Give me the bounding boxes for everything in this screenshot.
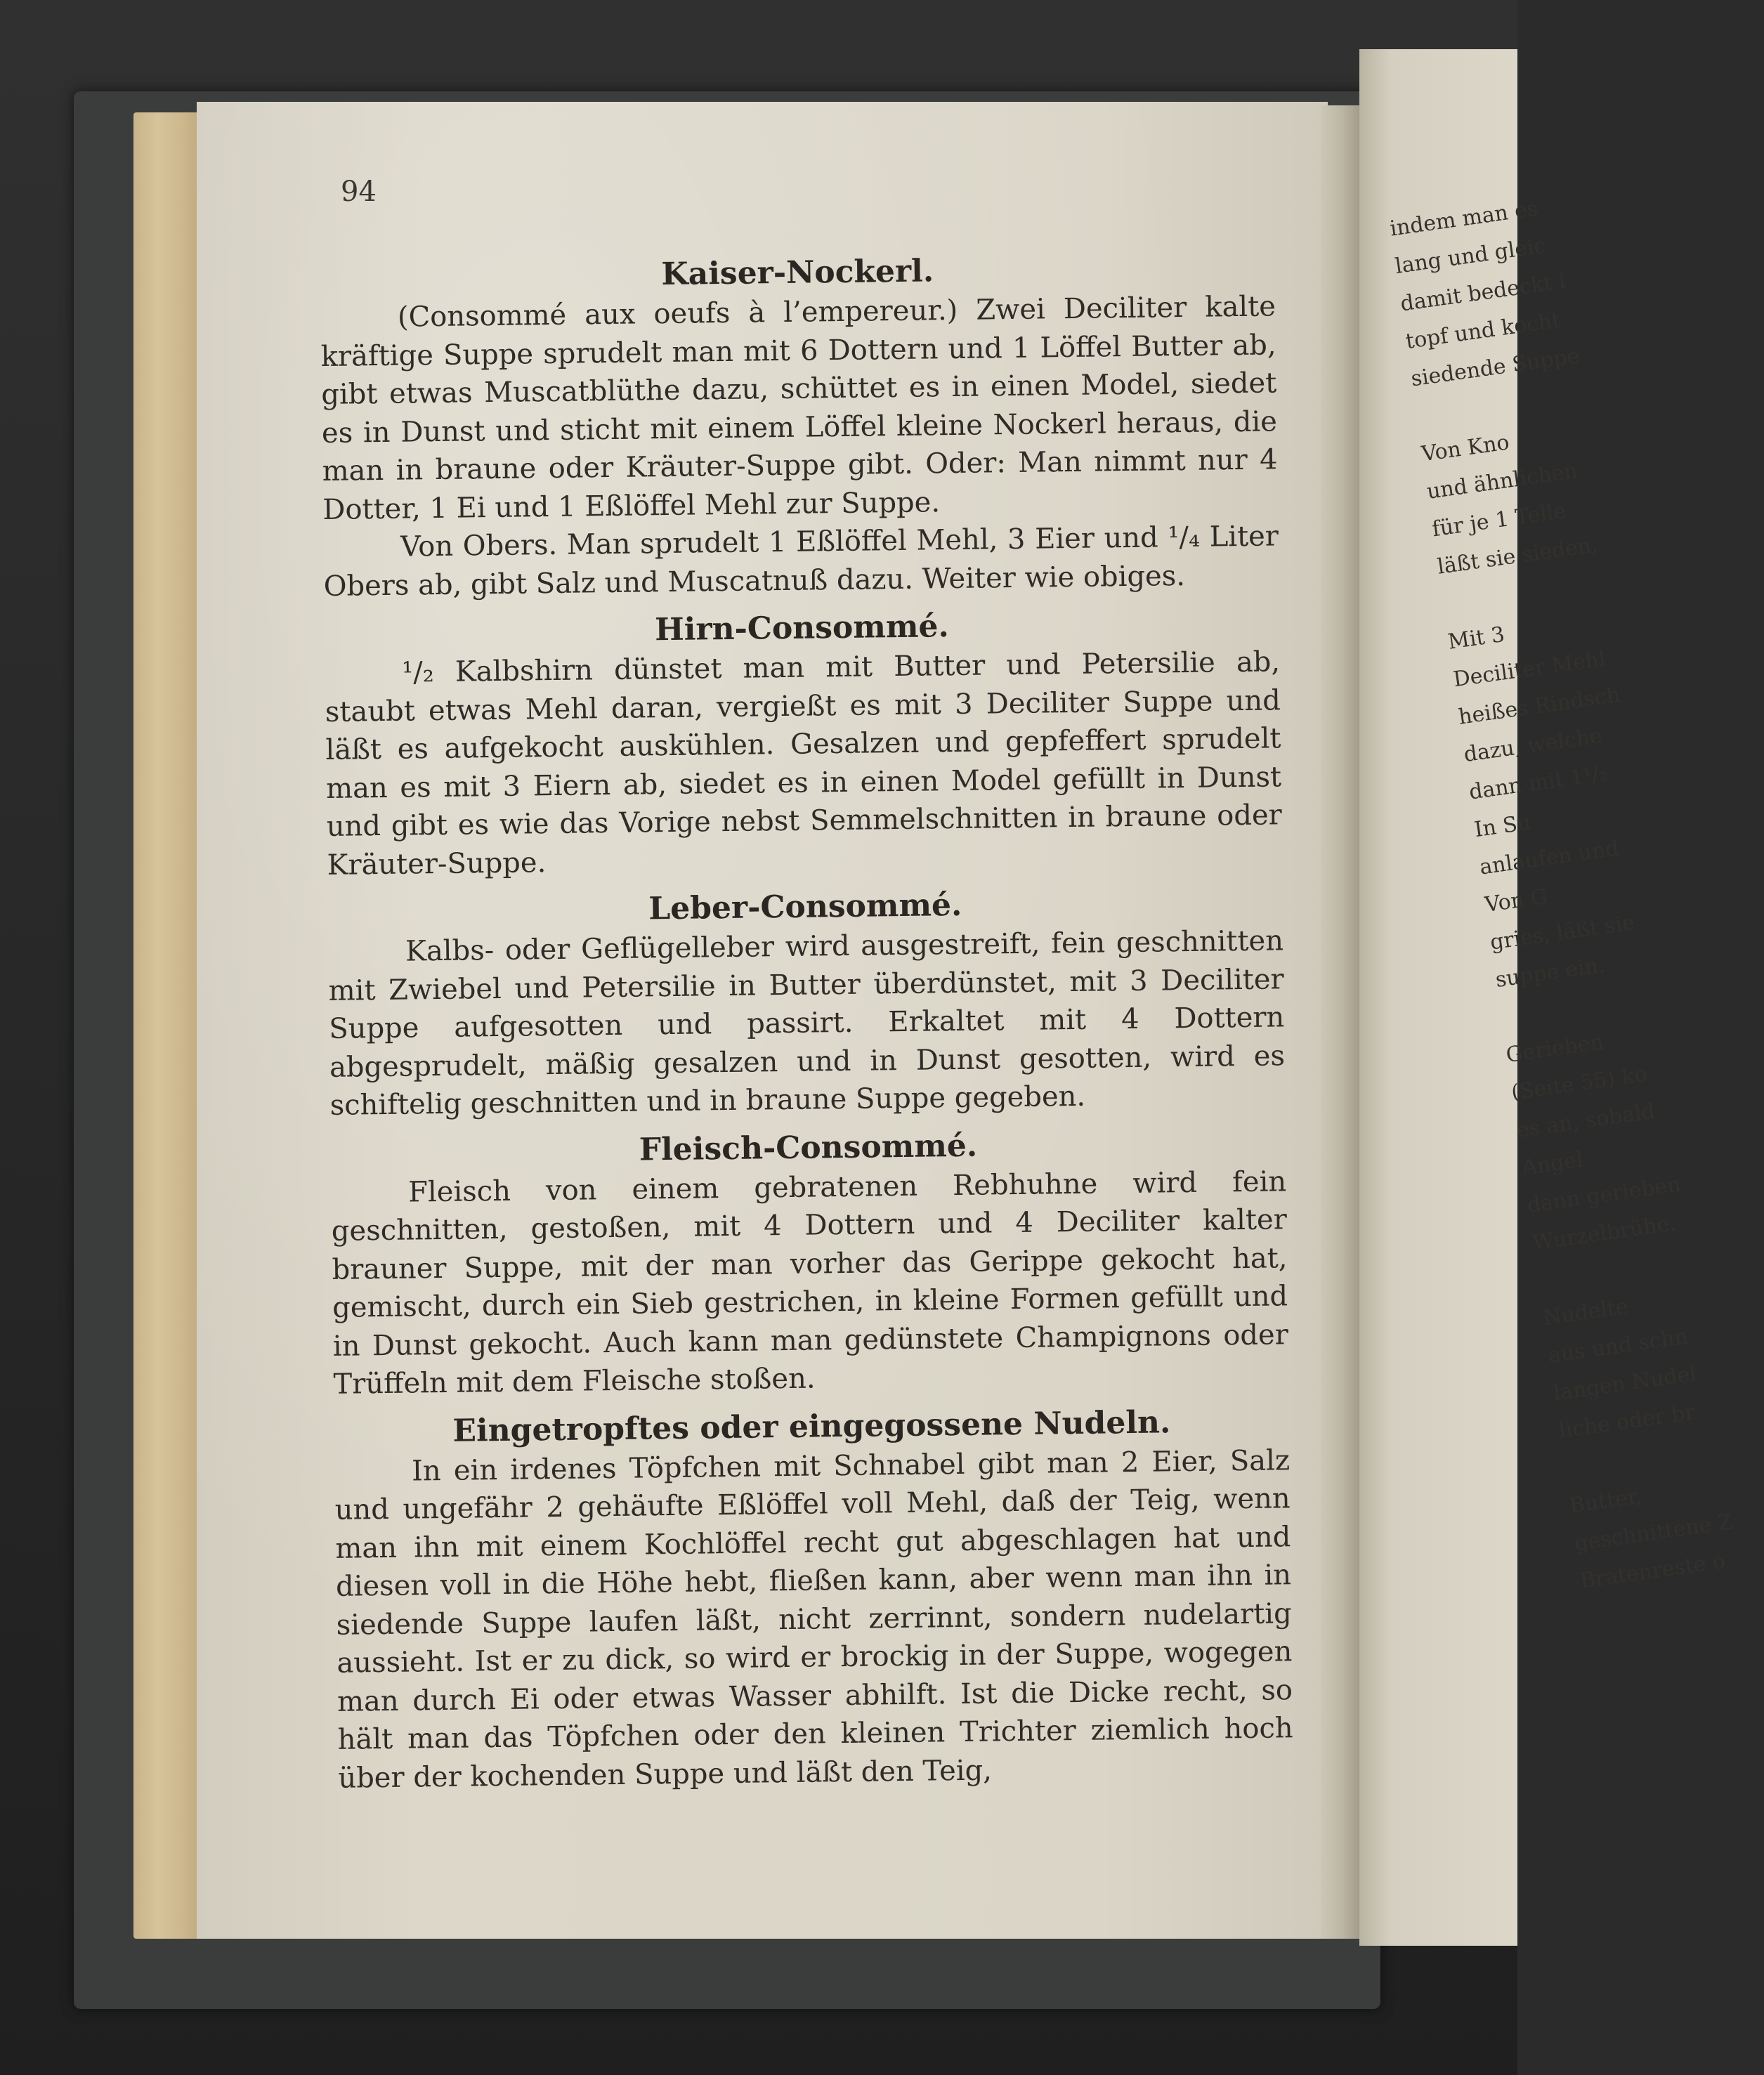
right-line: Von G <box>1483 884 1550 918</box>
right-line: topf und kocht <box>1404 308 1562 354</box>
right-line: suppe ein. <box>1494 953 1607 993</box>
right-line: Von Kno <box>1420 430 1511 467</box>
recipe-text <box>320 248 1294 1797</box>
right-line: für je 1 Telle <box>1430 499 1568 542</box>
right-line: gries, läßt sie <box>1489 910 1637 955</box>
right-line: Bratenreste o <box>1578 1549 1727 1594</box>
right-line: liche oder br <box>1557 1399 1697 1444</box>
right-line: siedende Suppe <box>1409 343 1581 392</box>
book-gutter <box>1321 105 1363 1939</box>
right-line: lang und gleic <box>1393 233 1548 280</box>
paragraph: ¹/₂ Kalbshirn dünstet man mit Butter und Petersilie ab, staubt etwas Mehl daran, vergießt es mit 3 Deciliter Suppe und läßt es aufgekocht auskühlen. Gesalzen und gepfeffert sprudelt man es mit 3 Eiern ab, siedet es in einen Model gefüllt in Dunst und gibt es wie das Vorige nebst Semmelschnitten in braune oder Kräuter-Suppe. <box>325 646 1283 882</box>
right-line: Nudelte <box>1541 1294 1630 1331</box>
right-line: heißes Rindsch <box>1456 682 1622 730</box>
right-line: Gerieben <box>1504 1029 1605 1068</box>
right-line: langen Nudel <box>1552 1361 1698 1406</box>
right-line: und ähnlichen <box>1425 459 1579 504</box>
right-line: Angel <box>1520 1147 1585 1181</box>
right-line: In Su <box>1472 810 1533 843</box>
section-title-fleisch-consomme: Fleisch-Consommé. <box>639 1127 978 1168</box>
right-line: anlaufen und <box>1478 836 1621 880</box>
right-line: dazu, welche <box>1462 723 1604 768</box>
right-line: dann gerieben <box>1525 1172 1683 1218</box>
right-line: indem man es <box>1388 196 1540 242</box>
right-line: Wurzelbrühe. <box>1531 1211 1678 1256</box>
right-line: (Seite 55) ko <box>1510 1061 1649 1106</box>
right-line: Deciliter Mehl <box>1451 646 1607 693</box>
right-line: Mit 3 <box>1446 622 1507 655</box>
section-title-leber-consomme: Leber-Consommé. <box>648 886 962 927</box>
paragraph: (Consommé aux oeufs à l’empereur.) Zwei Deciliter kalte kräftige Suppe sprudelt man mit 6 Dottern und 1 Löffel Butter ab, gibt etwas Muscatblüthe dazu, schüttet es in einen Model, siedet es in Dunst und sticht mit einem Löffel kleine Nockerl heraus, die man in braune oder Kräuter-Suppe gibt. Oder: Man nimmt nur 4 Dotter, 1 Ei und 1 Eßlöffel Mehl zur Suppe. <box>320 290 1278 526</box>
right-line: geschnittene Z <box>1573 1509 1734 1557</box>
page-edges <box>133 112 204 1939</box>
paragraph: Von Obers. Man sprudelt 1 Eßlöffel Mehl, 3 Eier und ¹/₄ Liter Obers ab, gibt Salz und Muscatnuß dazu. Weiter wie obiges. <box>323 520 1279 603</box>
right-line: damit bedeckt i <box>1399 268 1567 317</box>
right-page <box>1359 49 1734 1946</box>
paragraph: Kalbs- oder Geflügelleber wird ausgestreift, fein geschnitten mit Zwiebel und Petersilie in Butter überdünstet, mit 3 Deciliter Suppe aufgesotten und passirt. Erkaltet mit 4 Dottern abgesprudelt, mäßig gesalzen und in Dunst gesotten, wird es schiftelig geschnitten und in braune Suppe gegeben. <box>328 924 1286 1122</box>
right-page-text <box>1387 185 1764 1601</box>
paragraph: Fleisch von einem gebratenen Rebhuhne wird fein geschnitten, gestoßen, mit 4 Dottern und 4 Deciliter kalter brauner Suppe, mit der man vorher das Gerippe gekocht hat, gemischt, durch ein Sieb gestrichen, in kleine Formen gefüllt und in Dunst gekocht. Auch kann man gedünstete Champignons oder Trüffeln mit dem Fleische stoßen. <box>331 1165 1289 1401</box>
right-line: Butter, <box>1567 1484 1644 1519</box>
right-line: läßt sie sieden, <box>1435 532 1600 580</box>
right-line: dann mit 1¹/₂ <box>1467 761 1609 805</box>
paragraph: In ein irdenes Töpfchen mit Schnabel gibt man 2 Eier, Salz und ungefähr 2 gehäufte Eßlöffel voll Mehl, daß der Teig, wenn man ihn mit einem Kochlöffel recht gut abgeschlagen hat und diesen voll in die Höhe hebt, fließen kann, aber wenn man ihn in siedende Suppe laufen läßt, nicht zerrinnt, sondern nudelartig aussieht. Ist er zu dick, so wird er brockig in der Suppe, wogegen man durch Ei oder etwas Wasser abhilft. Ist die Dicke recht, so hält man das Töpfchen oder den kleinen Trichter ziemlich hoch über der kochenden Suppe und läßt den Teig, <box>334 1444 1293 1795</box>
right-line: aus und schn <box>1546 1324 1690 1368</box>
section-title-hirn-consomme: Hirn-Consommé. <box>654 608 950 648</box>
section-title-nudeln: Eingetropftes oder eingegossene Nudeln. <box>452 1403 1171 1449</box>
page-number: 94 <box>341 176 377 208</box>
section-title-kaiser-nockerl: Kaiser-Nockerl. <box>661 253 934 293</box>
right-line: es an, sobald <box>1515 1099 1657 1143</box>
